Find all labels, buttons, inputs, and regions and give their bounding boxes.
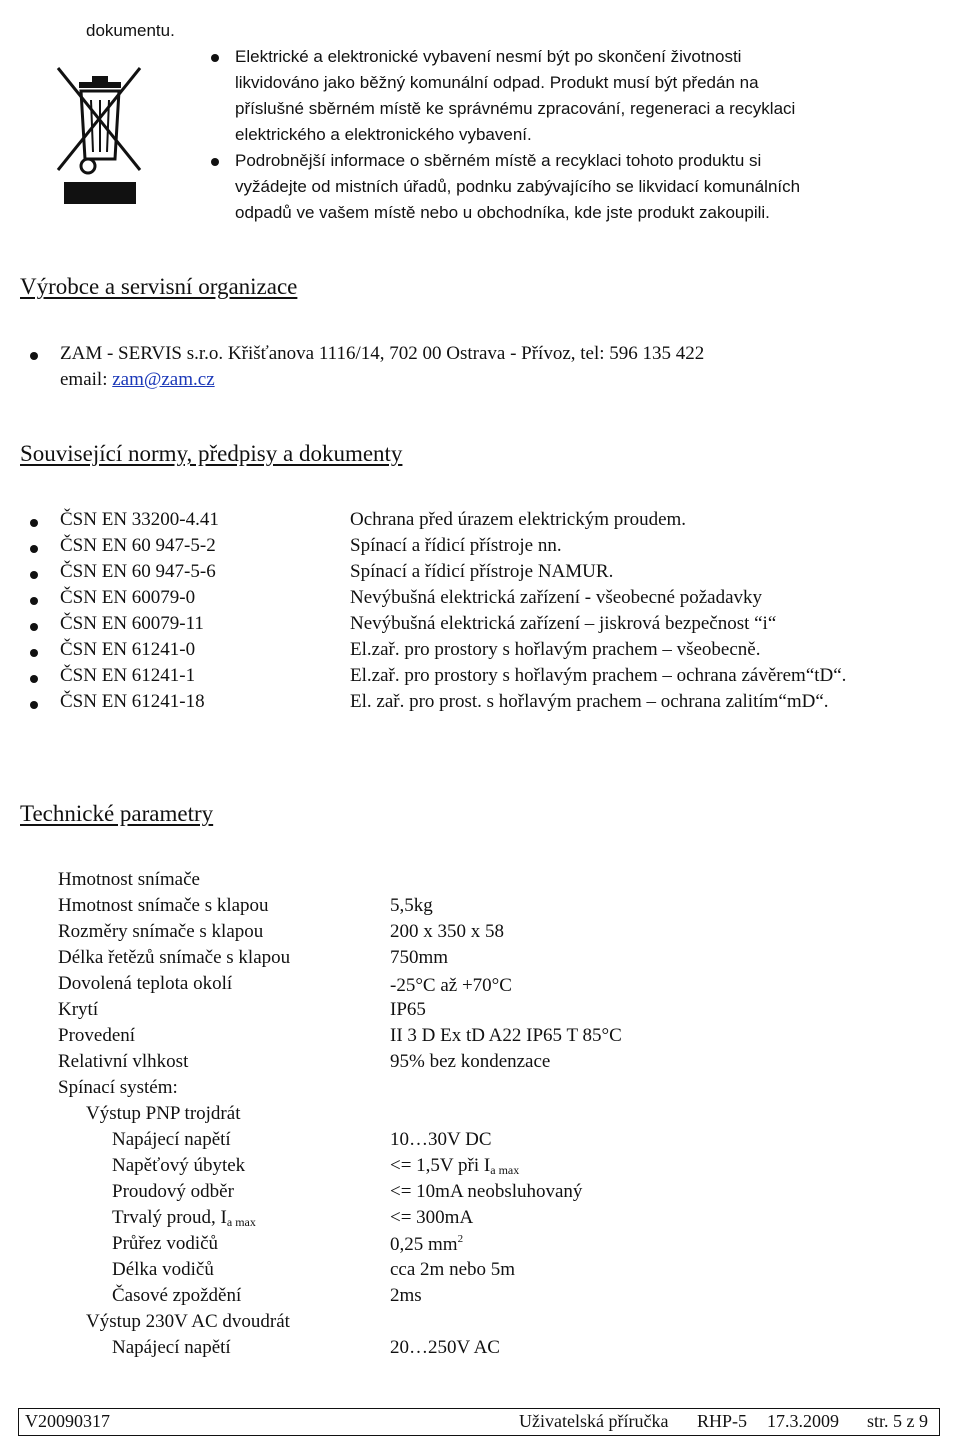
- param-label-text: Rozměry snímače s klapou: [58, 921, 264, 942]
- param-label-text: Krytí: [58, 999, 99, 1020]
- norm-code: ČSN EN 61241-0: [60, 639, 196, 660]
- param-label: [58, 895, 269, 917]
- manufacturer-email-line: [60, 369, 215, 391]
- param-label: [58, 999, 98, 1021]
- param-value-text: 20…250V AC: [390, 1337, 500, 1358]
- param-value-text: 10…30V DC: [390, 1129, 492, 1150]
- param-label: [112, 1259, 214, 1281]
- param-label-text: Výstup PNP trojdrát: [86, 1103, 241, 1124]
- param-value-text: 750mm: [390, 947, 449, 968]
- tech-heading: Technické parametry: [20, 801, 214, 826]
- param-label-text: Relativní vlhkost: [58, 1051, 189, 1072]
- param-value: [390, 1259, 515, 1281]
- bullet-dot: [30, 352, 38, 360]
- norm-code: ČSN EN 60079-0: [60, 587, 196, 608]
- param-label-text: Trvalý proud, I: [112, 1207, 227, 1228]
- param-label: [112, 1285, 241, 1307]
- intro-top-line: dokumentu.: [86, 21, 175, 40]
- intro-bullet-2-line: Podrobnější informace o sběrném místě a recyklaci tohoto produktu si: [235, 151, 762, 170]
- param-value-text: cca 2m nebo 5m: [390, 1259, 516, 1280]
- bullet-dot: [30, 571, 38, 579]
- norm-code: ČSN EN 60 947-5-6: [60, 561, 216, 582]
- footer-manual: Uživatelská příručka: [519, 1411, 669, 1431]
- norm-code: ČSN EN 60079-11: [60, 613, 204, 634]
- norm-code: ČSN EN 61241-1: [60, 665, 196, 686]
- param-label-text: Výstup 230V AC dvoudrát: [86, 1311, 290, 1332]
- bullet-dot: [30, 545, 38, 553]
- intro-bullet-2-line: odpadů ve vašem místě nebo u obchodníka, kde jste produkt zakoupili.: [235, 203, 770, 222]
- intro-bullet-1-line: elektrického a elektronického vybavení.: [235, 125, 532, 144]
- param-label-text: Provedení: [58, 1025, 136, 1046]
- param-label-text: Hmotnost snímače: [58, 869, 200, 890]
- bullet-dot: [30, 649, 38, 657]
- param-value: [390, 1181, 582, 1203]
- param-value: [390, 975, 512, 997]
- param-value-text: IP65: [390, 999, 426, 1020]
- norm-description: Spínací a řídicí přístroje nn.: [350, 535, 562, 556]
- param-label: [58, 973, 232, 995]
- param-value-text: 5,5kg: [390, 895, 433, 916]
- norm-code: ČSN EN 33200-4.41: [60, 509, 219, 530]
- norm-description: El. zař. pro prost. s hořlavým prachem – ochrana zalitím“mD“.: [350, 691, 829, 712]
- footer-date: 17.3.2009: [767, 1411, 839, 1431]
- intro-bullet-2: [235, 148, 800, 226]
- intro-bullet-1: [235, 44, 795, 148]
- param-value-text: <= 10mA neobsluhovaný: [390, 1181, 583, 1202]
- intro-bullet-2-line: vyžádejte od mistních úřadů, podnku zabývajícího se likvidací komunálních: [235, 177, 801, 196]
- param-label-text: Napájecí napětí: [112, 1337, 231, 1358]
- param-label-text: Časové zpoždění: [112, 1285, 242, 1306]
- param-value-text: 2ms: [390, 1285, 422, 1306]
- param-value: [390, 999, 426, 1021]
- param-label-text: Spínací systém:: [58, 1077, 178, 1098]
- norm-description: Ochrana před úrazem elektrickým proudem.: [350, 509, 687, 530]
- bullet-dot: [30, 675, 38, 683]
- param-value: [390, 1129, 492, 1151]
- bullet-dot: [30, 519, 38, 527]
- param-label-text: Napájecí napětí: [112, 1129, 231, 1150]
- param-value: [390, 1233, 463, 1256]
- footer-version: V20090317: [25, 1411, 110, 1431]
- param-label: [112, 1233, 218, 1255]
- norm-description: Nevýbušná elektrická zařízení - všeobecné požadavky: [350, 587, 762, 608]
- param-label: [112, 1207, 256, 1230]
- param-value-text: <= 1,5V při I: [390, 1155, 491, 1176]
- intro-bullet-1-line: likvidováno jako běžný komunální odpad. Produkt musí být předán na: [235, 73, 759, 92]
- param-label: [112, 1181, 234, 1203]
- param-label-text: Proudový odběr: [112, 1181, 234, 1202]
- norm-description: El.zař. pro prostory s hořlavým prachem – ochrana závěrem“tD“.: [350, 665, 847, 686]
- footer-page: str. 5 z 9: [867, 1411, 928, 1431]
- norm-description: El.zař. pro prostory s hořlavým prachem – všeobecně.: [350, 639, 761, 660]
- param-value: [390, 921, 504, 943]
- param-label-text: Délka vodičů: [112, 1259, 214, 1280]
- manufacturer-heading: Výrobce a servisní organizace: [20, 274, 298, 299]
- bullet-dot: [211, 54, 219, 62]
- bullet-dot: [211, 158, 219, 166]
- param-label: [58, 921, 263, 943]
- param-value-text: 95% bez kondenzace: [390, 1051, 551, 1072]
- param-label-text: Napěťový úbytek: [112, 1155, 246, 1176]
- param-value: [390, 947, 448, 969]
- manufacturer-address: ZAM - SERVIS s.r.o. Křišťanova 1116/14, 702 00 Ostrava - Přívoz, tel: 596 135 422: [60, 343, 705, 364]
- param-value: [390, 895, 433, 917]
- param-value: [390, 1051, 550, 1073]
- bullet-dot: [30, 701, 38, 709]
- norms-heading: Související normy, předpisy a dokumenty: [20, 441, 403, 466]
- email-link[interactable]: zam@zam.cz: [112, 369, 215, 390]
- param-value-superscript: 2: [457, 1233, 464, 1245]
- param-label: [86, 1103, 240, 1125]
- param-label-text: Dovolená teplota okolí: [58, 973, 233, 994]
- param-value: [390, 1285, 422, 1307]
- param-label-text: Průřez vodičů: [112, 1233, 219, 1254]
- param-label: [58, 1025, 135, 1047]
- param-value-text: -25°C až +70°C: [390, 975, 512, 996]
- crossed-out-wheelie-bin-icon: [54, 64, 144, 204]
- param-value: [390, 1207, 473, 1229]
- norm-description: Spínací a řídicí přístroje NAMUR.: [350, 561, 614, 582]
- bullet-dot: [30, 597, 38, 605]
- norm-description: Nevýbušná elektrická zařízení – jiskrová bezpečnost “i“: [350, 613, 777, 634]
- intro-bullet-1-line: příslušné sběrném místě ke správnému zpracování, regeneraci a recyklaci: [235, 99, 796, 118]
- footer-product: RHP-5: [697, 1411, 748, 1431]
- param-label: [112, 1155, 245, 1177]
- param-label-text: Délka řetězů snímače s klapou: [58, 947, 291, 968]
- param-label: [58, 1051, 188, 1073]
- param-label: [112, 1129, 231, 1151]
- param-value-text: 200 x 350 x 58: [390, 921, 504, 942]
- param-label-subscript: a max: [226, 1215, 256, 1229]
- param-label: [58, 869, 200, 891]
- param-value: [390, 1025, 622, 1047]
- param-label: [58, 1077, 178, 1099]
- param-label: [58, 947, 290, 969]
- bullet-dot: [30, 623, 38, 631]
- param-value-text: 0,25 mm: [390, 1234, 458, 1255]
- norm-code: ČSN EN 61241-18: [60, 691, 205, 712]
- param-value-subscript: a max: [490, 1163, 520, 1177]
- param-label: [86, 1311, 290, 1333]
- page-footer: [18, 1408, 940, 1436]
- param-label-text: Hmotnost snímače s klapou: [58, 895, 269, 916]
- param-value: [390, 1155, 519, 1178]
- norm-code: ČSN EN 60 947-5-2: [60, 535, 216, 556]
- param-label: [112, 1337, 231, 1359]
- param-value: [390, 1337, 500, 1359]
- param-value-text: <= 300mA: [390, 1207, 474, 1228]
- email-label: email:: [60, 369, 113, 390]
- intro-bullet-1-line: Elektrické a elektronické vybavení nesmí být po skončení životnosti: [235, 47, 742, 66]
- param-value-text: II 3 D Ex tD A22 IP65 T 85°C: [390, 1025, 622, 1046]
